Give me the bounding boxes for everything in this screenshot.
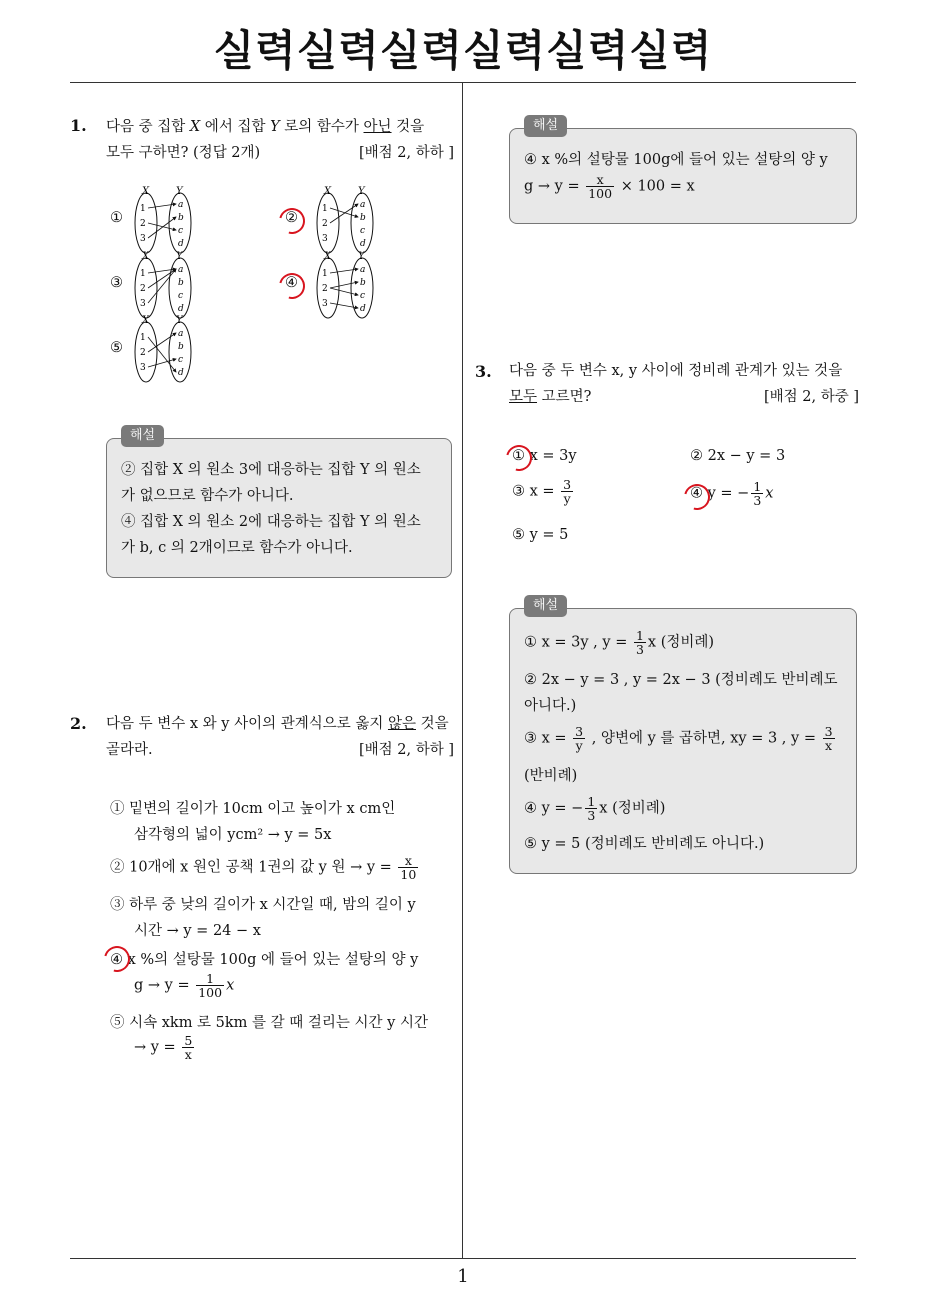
q1-solution-line-3: ④ 집합 X 의 원소 2에 대응하는 집합 Y 의 원소 [121, 514, 421, 530]
diagram-5-x-elem: 2 [140, 348, 146, 358]
q3-line2: 고르면? [537, 389, 592, 405]
diagram-5-label-y: Y [176, 315, 183, 326]
diagram-3-x-elem: 1 [140, 269, 146, 279]
q3-solution-3-frac2: $\frac{3}{x}$ [824, 724, 833, 753]
q3-choice-4-tail: x [765, 485, 774, 502]
q3-answer-mark-1 [501, 440, 537, 476]
diagram-1-arrow [148, 223, 176, 230]
diagram-1-arrow [148, 217, 176, 238]
q2-choice-4-b: g → y = [134, 977, 190, 994]
q3-meta: [배점 2, 하중 ] [763, 389, 859, 405]
q2-choice-2: ② 10개에 x 원인 공책 1권의 값 y 원 → y = [110, 859, 392, 876]
q3-choice-2: ② 2x − y = 3 [690, 448, 786, 464]
diagram-2-arrow [330, 204, 358, 223]
diagram-3-y-elem: b [178, 278, 184, 288]
q3-choice-4-frac: $\frac{1}{3}$ [753, 479, 762, 508]
diagram-1-y-elem: d [178, 239, 184, 249]
diagram-4-y-elem: c [360, 291, 366, 301]
q3-choice-3: ③ x = [512, 483, 555, 500]
q3-choice-5: ⑤ y = 5 [512, 527, 569, 543]
diagram-3-y-elem: a [178, 265, 184, 275]
diagram-4-arrow [330, 288, 358, 295]
diagram-1-x-elem: 1 [140, 204, 146, 214]
q3-solution-1-frac: $\frac{1}{3}$ [635, 628, 644, 657]
q1-solution-line-2: 가 없으므로 함수가 아니다. [121, 488, 294, 504]
diagram-5-y-elem: d [178, 368, 184, 378]
diagram-5-x-elem: 3 [140, 363, 146, 373]
diagram-5-y-elem: b [178, 342, 184, 352]
q2-text: 다음 두 변수 x 와 y 사이의 관계식으로 옳지 [106, 716, 388, 732]
q1-choice-5: ⑤ [110, 340, 123, 356]
q2-line2: 골라라. [106, 742, 153, 758]
q3-stem [509, 358, 859, 410]
diagram-1-set-x [135, 193, 157, 253]
diagram-3-arrow [148, 269, 176, 288]
diagram-5-set-x [135, 322, 157, 382]
q2-underline: 않은 [387, 716, 416, 732]
q3-number: 3. [475, 362, 492, 381]
diagram-4-y-elem: a [360, 265, 366, 275]
q3-solution-1: ① x = 3y , y = [524, 634, 628, 651]
diagram-4-arrow [330, 269, 358, 273]
diagram-3-x-elem: 3 [140, 299, 146, 309]
diagram-2-set-x [317, 193, 339, 253]
diagram-3-set-x [135, 258, 157, 318]
diagram-4-arrow [330, 303, 358, 308]
q1-choice-1: ① [110, 210, 123, 226]
diagram-2-y-elem: b [360, 213, 366, 223]
q2-solution-line-1: ④ x %의 설탕물 100g에 들어 있는 설탕의 양 y [524, 152, 828, 168]
q1-var-y: Y [270, 119, 280, 135]
q3-solution-box [509, 598, 857, 874]
q2-solution-tag: 해설 [524, 115, 567, 137]
q3-choice-3-frac: $\frac{3}{y}$ [563, 477, 572, 506]
page-number: 1 [457, 1266, 469, 1287]
q1-text-d: 것을 [391, 119, 425, 135]
q1-solution-box [106, 428, 452, 578]
q2-solution-box [509, 118, 857, 224]
q1-var-x: X [189, 119, 201, 135]
diagram-1-label-y: Y [176, 186, 183, 197]
diagram-4-label-x: X [324, 251, 332, 262]
q1-solution-line-4: 가 b, c 의 2개이므로 함수가 아니다. [121, 540, 353, 556]
q2-solution-frac: $\frac{x}{100}$ [588, 172, 613, 201]
diagram-3-arrow [148, 269, 176, 303]
q3-line1: 다음 중 두 변수 x, y 사이에 정비례 관계가 있는 것을 [509, 363, 843, 379]
q2-choice-4-tail: x [226, 977, 235, 994]
diagram-3-y-elem: d [178, 304, 184, 314]
bottom-rule [70, 1258, 856, 1259]
diagram-4-arrow [330, 282, 358, 288]
q1-meta: [배점 2, 하하 ] [358, 145, 454, 161]
diagram-5-label-x: X [142, 315, 150, 326]
q1-text-a: 다음 중 집합 [106, 119, 190, 135]
q2-choice-2-frac: $\frac{x}{10}$ [400, 853, 417, 882]
diagram-4-x-elem: 1 [322, 269, 328, 279]
diagram-4-x-elem: 2 [322, 284, 328, 294]
q2-choice-1-b: 삼각형의 넓이 ycm² → y = 5x [134, 827, 332, 843]
diagram-2-y-elem: c [360, 226, 366, 236]
diagram-3-label-x: X [142, 251, 150, 262]
diagram-4-y-elem: d [360, 304, 366, 314]
q2-solution-line-2: g → y = [524, 178, 580, 195]
q3-solution-4-end: x (정비례) [599, 800, 666, 817]
q1-number: 1. [70, 116, 87, 135]
q1-choice-4: ④ [285, 275, 298, 291]
q1-solution-tag: 해설 [121, 425, 164, 447]
q3-solution-3-mid: , 양변에 y 를 곱하면, xy = 3 , y = [591, 730, 816, 747]
q3-solution-4-frac: $\frac{1}{3}$ [587, 794, 596, 823]
page-title: 실력실력실력실력실력실력 [213, 26, 713, 75]
diagram-3-label-y: Y [176, 251, 183, 262]
diagram-3-x-elem: 2 [140, 284, 146, 294]
diagram-2-x-elem: 2 [322, 219, 328, 229]
diagram-4-set-x [317, 258, 339, 318]
diagram-1-label-x: X [142, 186, 150, 197]
q1-solution-line-1: ② 집합 X 의 원소 3에 대응하는 집합 Y 의 원소 [121, 462, 421, 478]
q3-solution-3-frac: $\frac{3}{y}$ [575, 724, 584, 753]
q2-choice-4-frac: $\frac{1}{100}$ [198, 971, 223, 1000]
diagram-2-x-elem: 1 [322, 204, 328, 214]
q2-choice-5-b: → y = [134, 1039, 176, 1056]
q2-choice-1-a: ① 밑변의 길이가 10cm 이고 높이가 x cm인 [110, 801, 396, 817]
diagram-1-y-elem: b [178, 213, 184, 223]
diagram-1-y-elem: c [178, 226, 184, 236]
q3-solution-2-a: ② 2x − y = 3 , y = 2x − 3 (정비례도 반비례도 [524, 672, 838, 688]
q3-solution-tag: 해설 [524, 595, 567, 617]
q2-choice-5-a: ⑤ 시속 xkm 로 5km 를 갈 때 걸리는 시간 y 시간 [110, 1015, 428, 1031]
diagram-3-y-elem: c [178, 291, 184, 301]
diagram-5-x-elem: 1 [140, 333, 146, 343]
q2-number: 2. [70, 714, 87, 733]
diagram-4-x-elem: 3 [322, 299, 328, 309]
q2-stem [106, 711, 454, 763]
diagram-2-label-y: Y [358, 186, 365, 197]
q3-solution-4: ④ y = − [524, 800, 584, 817]
q3-solution-2-b: 아니다.) [524, 698, 577, 714]
q3-underline: 모두 [509, 389, 538, 405]
q2-choice-3-b: 시간 → y = 24 − x [134, 923, 261, 939]
diagram-1-y-elem: a [178, 200, 184, 210]
q1-text-c: 로의 함수가 [279, 119, 364, 135]
q2-text-end: 것을 [415, 716, 449, 732]
q2-solution-line-2-end: × 100 = x [620, 178, 695, 195]
diagram-2-label-x: X [324, 186, 332, 197]
q1-choice-2: ② [285, 210, 298, 226]
q3-solution-5: ⑤ y = 5 (정비례도 반비례도 아니다.) [524, 836, 765, 852]
diagram-2-y-elem: a [360, 200, 366, 210]
q2-choice-5-frac: $\frac{5}{x}$ [184, 1033, 193, 1062]
diagram-1-x-elem: 2 [140, 219, 146, 229]
diagram-4-y-elem: b [360, 278, 366, 288]
diagram-2-y-elem: d [360, 239, 366, 249]
q1-text-b: 에서 집합 [200, 119, 271, 135]
q1-underline: 아닌 [363, 119, 392, 135]
q2-choice-3-a: ③ 하루 중 낮의 길이가 x 시간일 때, 밤의 길이 y [110, 897, 416, 913]
q3-choice-1: ① x = 3y [512, 448, 577, 464]
q3-solution-3: ③ x = [524, 730, 567, 747]
q2-meta: [배점 2, 하하 ] [358, 742, 454, 758]
diagram-5-y-elem: a [178, 329, 184, 339]
q2-choice-4-a: ④ x %의 설탕물 100g 에 들어 있는 설탕의 양 y [110, 952, 419, 968]
diagram-1-x-elem: 3 [140, 234, 146, 244]
q3-choice-4: ④ y = − [690, 485, 750, 502]
diagram-1-arrow [148, 204, 176, 208]
diagram-3-arrow [148, 269, 176, 273]
diagram-4-label-y: Y [358, 251, 365, 262]
diagram-5-arrow [148, 359, 176, 367]
q1-choice-3: ③ [110, 275, 123, 291]
q1-line2: 모두 구하면? (정답 2개) [106, 145, 261, 161]
diagram-5-y-elem: c [178, 355, 184, 365]
q3-solution-1-end: x (정비례) [647, 634, 715, 651]
diagram-2-x-elem: 3 [322, 234, 328, 244]
q3-solution-3-end: (반비례) [524, 768, 578, 784]
diagram-2-arrow [330, 208, 358, 217]
